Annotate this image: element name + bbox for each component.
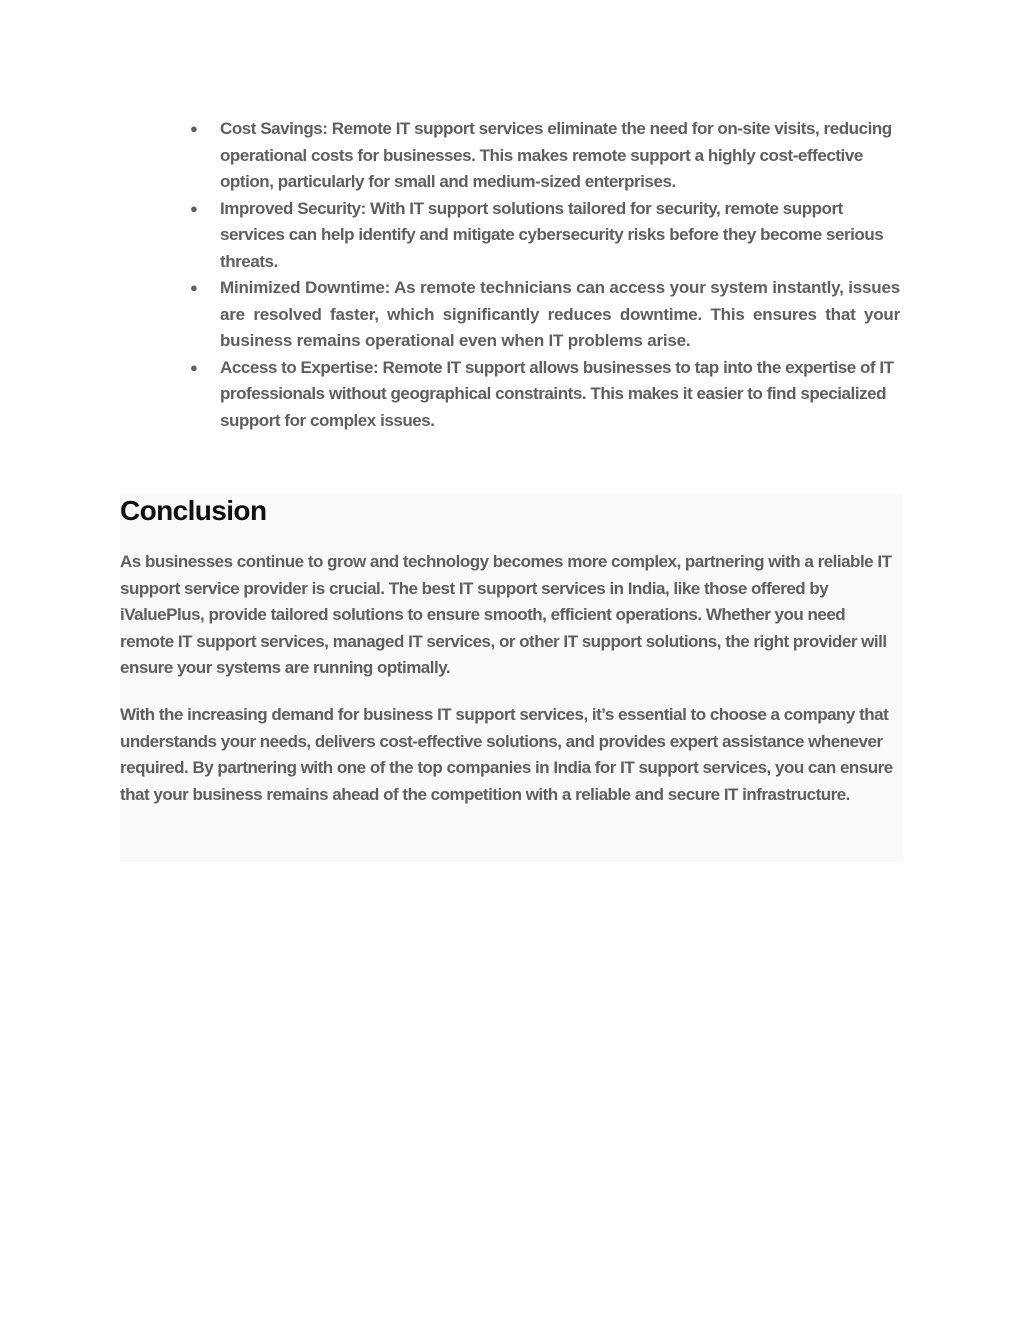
conclusion-paragraph-2: With the increasing demand for business IT support services, it’s essential to choose a company that understands your needs, delivers cost-effective solutions, and provides expert assistance whenever required. By partnering with one of the top companies in India for IT support services, you can ensure that your business remains ahead of the competition with a reliable and secure IT infrastructure. <box>120 705 893 804</box>
list-item-cost-savings <box>190 116 900 196</box>
list-item-text: Minimized Downtime: As remote technicians can access your system instantly, issues are resolved faster, which significantly reduces downtime. This ensures that your business remains operational even when IT problems arise. <box>220 278 900 350</box>
list-item-text: Cost Savings: Remote IT support services eliminate the need for on-site visits, reducing operational costs for businesses. This makes remote support a highly cost-effective option, particularly for small and medium-sized enterprises. <box>220 119 892 191</box>
bullet-icon: ● <box>190 200 198 216</box>
bullet-icon: ● <box>190 280 198 295</box>
conclusion-heading: Conclusion <box>120 495 267 526</box>
bullet-icon: ● <box>190 359 198 375</box>
list-item-text: Access to Expertise: Remote IT support allows businesses to tap into the expertise of IT professionals without geographical constraints. This makes it easier to find specialized support for complex issues. <box>220 357 894 430</box>
conclusion-paragraph-1: As businesses continue to grow and technology becomes more complex, partnering with a reliable IT support service provider is crucial. The best IT support services in India, like those offered by iValuePlus, provide tailored solutions to ensure smooth, efficient operations. Whether you need remote IT support services, managed IT services, or other IT support solutions, the right provider will ensure your systems are running optimally. <box>120 552 892 677</box>
list-item-access-to-expertise <box>190 355 900 435</box>
list-item-minimized-downtime <box>190 275 900 355</box>
conclusion-section <box>120 494 903 862</box>
bullet-icon: ● <box>190 121 198 136</box>
benefits-list <box>190 116 900 434</box>
list-item-text: Improved Security: With IT support solutions tailored for security, remote support services can help identify and mitigate cybersecurity risks before they become serious threats. <box>220 198 884 271</box>
list-item-improved-security <box>190 196 900 276</box>
